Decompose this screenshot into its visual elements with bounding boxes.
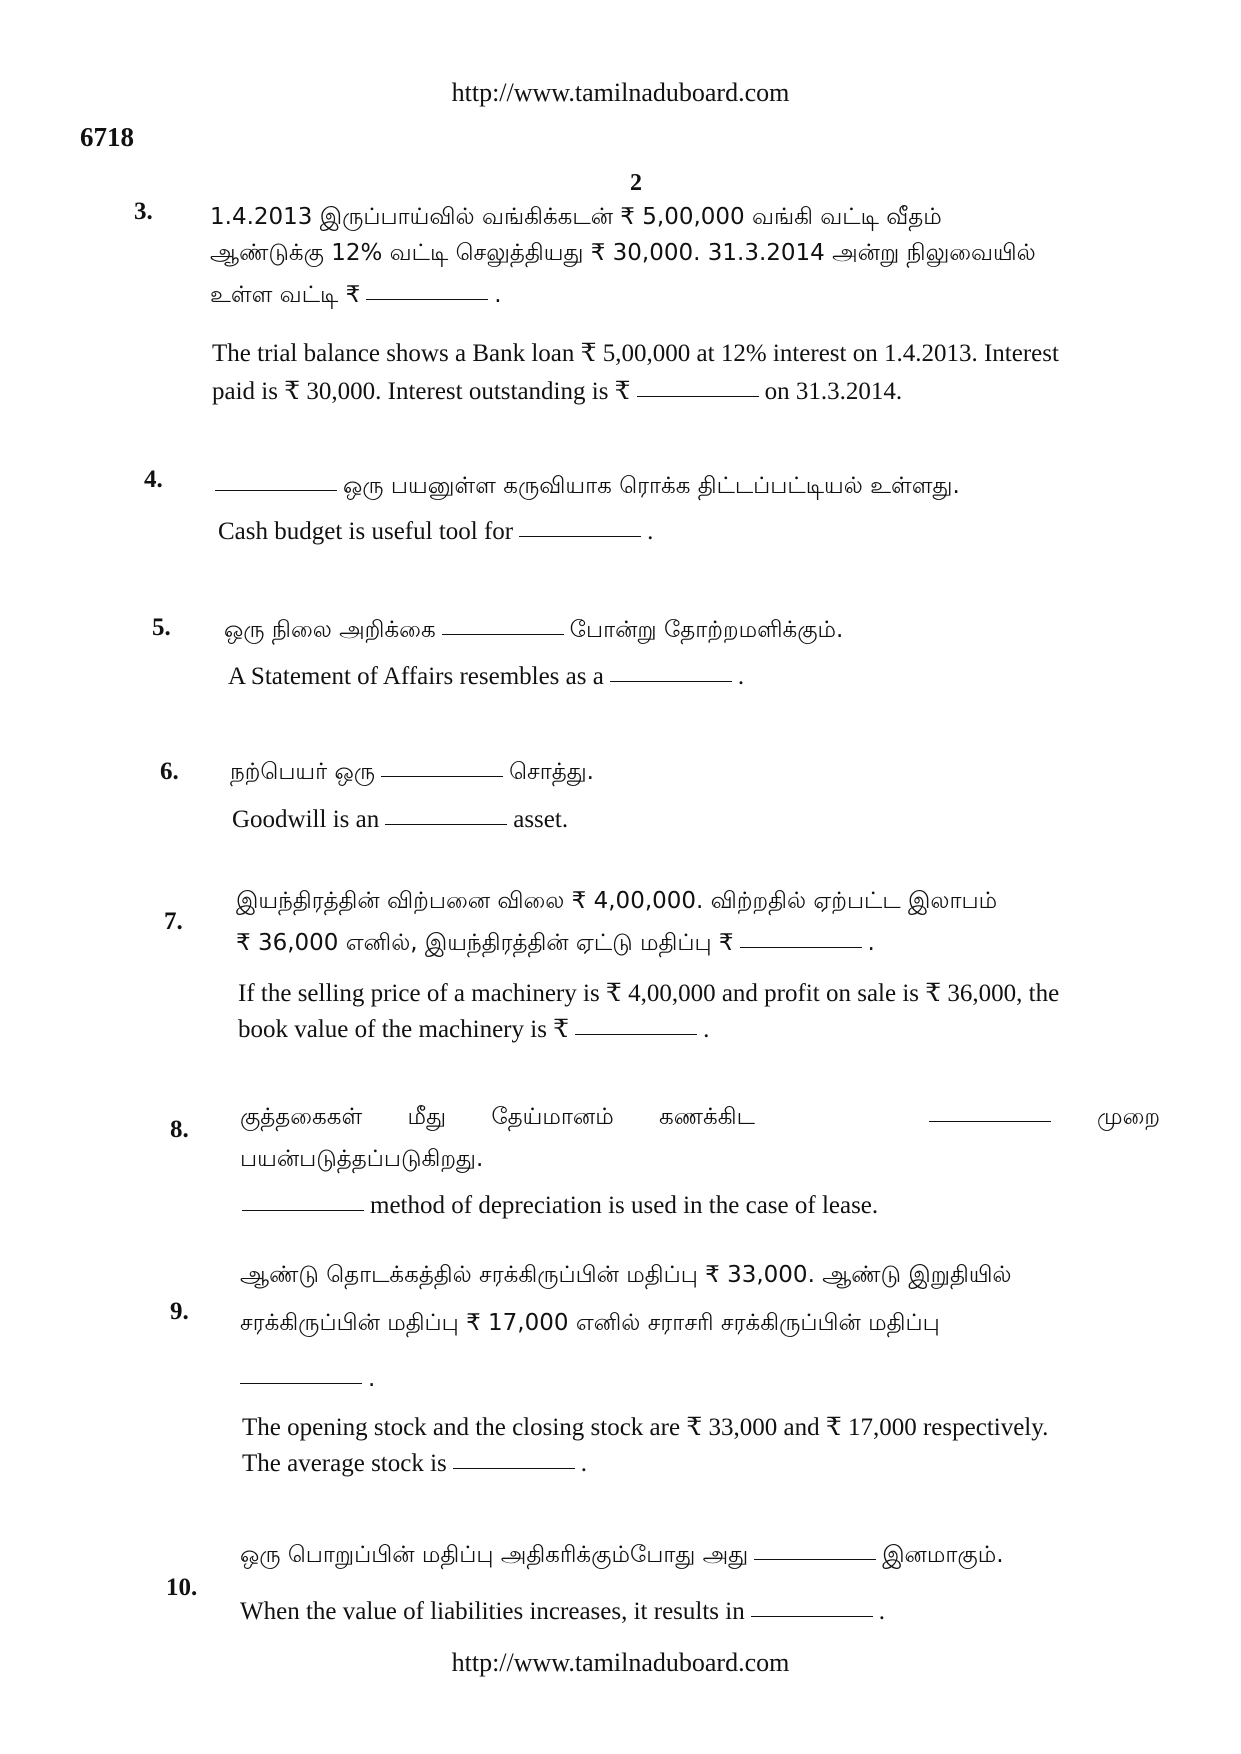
question-english-line: If the selling price of a machinery is ₹ 4,00,000 and profit on sale is ₹ 36,000, the: [238, 980, 1060, 1007]
answer-blank: [215, 489, 337, 491]
question-tamil-line: [240, 1542, 1004, 1571]
question-english-line: [218, 518, 653, 546]
question-number: 10.: [166, 1574, 198, 1601]
question-text: ஒரு நிலை அறிக்கை: [224, 617, 436, 643]
question-text: குத்தகைகள் மீது தேய்மானம் கணக்கிட: [240, 1104, 755, 1130]
question-text: Cash budget is useful tool for: [218, 518, 514, 545]
question-tamil-line: [240, 1104, 1160, 1133]
page-number: 2: [630, 170, 642, 196]
question-english-line: [238, 1014, 709, 1044]
question-text: A Statement of Affairs resembles as a: [228, 663, 604, 690]
question-text: .: [737, 663, 745, 690]
question-english-line: [228, 663, 744, 691]
question-text: .: [867, 930, 875, 956]
question-text: .: [494, 282, 502, 308]
question-text: முறை: [1097, 1104, 1160, 1130]
question-tamil-line: [236, 930, 875, 959]
answer-blank: [385, 823, 507, 825]
question-text: .: [580, 1450, 588, 1477]
answer-blank: [637, 395, 759, 397]
question-number: 4.: [144, 466, 163, 493]
question-text: .: [878, 1598, 885, 1625]
question-text: போன்று தோற்றமளிக்கும்.: [569, 617, 844, 643]
question-text: நற்பெயர் ஒரு: [230, 759, 376, 785]
question-english-line: The trial balance shows a Bank loan ₹ 5,00,000 at 12% interest on 1.4.2013. Interest: [212, 340, 1059, 367]
question-text: paid is ₹ 30,000. Interest outstanding is ₹: [212, 378, 631, 405]
question-tamil-line: பயன்படுத்தப்படுகிறது.: [240, 1146, 484, 1172]
question-text: asset.: [513, 806, 569, 833]
answer-blank: [381, 775, 503, 777]
question-number: 7.: [164, 908, 183, 935]
answer-blank: [366, 298, 488, 300]
question-tamil-line: சரக்கிருப்பின் மதிப்பு ₹ 17,000 எனில் சராசரி சரக்கிருப்பின் மதிப்பு: [240, 1310, 940, 1336]
question-english-line: [242, 1192, 878, 1220]
question-text: on 31.3.2014.: [764, 378, 903, 405]
question-text: ஒரு பயனுள்ள கருவியாக ரொக்க திட்டப்பட்டியல் உள்ளது.: [343, 473, 960, 499]
question-english-line: [212, 376, 902, 406]
question-tamil-line: [230, 759, 594, 788]
answer-blank: [240, 1382, 362, 1384]
question-number: 6.: [160, 758, 179, 785]
question-tamil-line: 1.4.2013 இருப்பாய்வில் வங்கிக்கடன் ₹ 5,00,000 வங்கி வட்டி வீதம்: [210, 204, 942, 230]
question-tamil-line: [215, 473, 960, 502]
answer-blank: [751, 1615, 873, 1617]
footer-url: http://www.tamilnaduboard.com: [451, 1648, 790, 1677]
question-tamil-line: [210, 282, 502, 311]
question-text: When the value of liabilities increases, it results in: [240, 1598, 745, 1625]
paper-code: 6718: [80, 122, 134, 152]
question-text: The average stock is: [242, 1450, 447, 1477]
answer-blank: [575, 1033, 697, 1035]
question-english-line: [240, 1598, 885, 1626]
question-text: .: [703, 1016, 710, 1043]
question-text: .: [647, 518, 654, 545]
question-tamil-line: ஆண்டு தொடக்கத்தில் சரக்கிருப்பின் மதிப்பு ₹ 33,000. ஆண்டு இறுதியில்: [240, 1262, 1012, 1288]
question-text: ஒரு பொறுப்பின் மதிப்பு அதிகரிக்கும்போது அது: [240, 1542, 749, 1568]
answer-blank: [519, 535, 641, 537]
question-text: .: [368, 1366, 376, 1392]
answer-blank: [740, 946, 862, 948]
question-english-line: The opening stock and the closing stock are ₹ 33,000 and ₹ 17,000 respectively.: [242, 1414, 1049, 1441]
question-tamil-line: இயந்திரத்தின் விற்பனை விலை ₹ 4,00,000. விற்றதில் ஏற்பட்ட இலாபம்: [236, 888, 998, 914]
question-text: இனமாகும்.: [882, 1542, 1004, 1568]
answer-blank: [453, 1467, 575, 1469]
question-text: ₹ 36,000 எனில், இயந்திரத்தின் ஏட்டு மதிப்பு ₹: [236, 930, 734, 956]
header-url: http://www.tamilnaduboard.com: [451, 78, 790, 107]
question-text: book value of the machinery is ₹: [238, 1016, 570, 1043]
question-number: 9.: [170, 1298, 189, 1325]
question-text: method of depreciation is used in the case of lease.: [370, 1192, 879, 1219]
answer-blank: [242, 1209, 364, 1211]
answer-blank: [610, 680, 732, 682]
answer-blank: [754, 1558, 876, 1560]
answer-blank: [929, 1120, 1051, 1122]
question-number: 5.: [152, 614, 171, 641]
question-number: 3.: [134, 198, 153, 225]
question-text: Goodwill is an: [232, 806, 380, 833]
question-english-line: [242, 1450, 587, 1478]
answer-blank: [442, 633, 564, 635]
question-tamil-line: [224, 617, 843, 646]
question-tamil-line: ஆண்டுக்கு 12% வட்டி செலுத்தியது ₹ 30,000. 31.3.2014 அன்று நிலுவையில்: [210, 240, 1036, 266]
question-text: உள்ள வட்டி ₹: [210, 282, 361, 308]
question-tamil-line: [240, 1366, 375, 1392]
question-text: சொத்து.: [509, 759, 594, 785]
question-english-line: [232, 806, 568, 834]
question-number: 8.: [170, 1116, 189, 1143]
